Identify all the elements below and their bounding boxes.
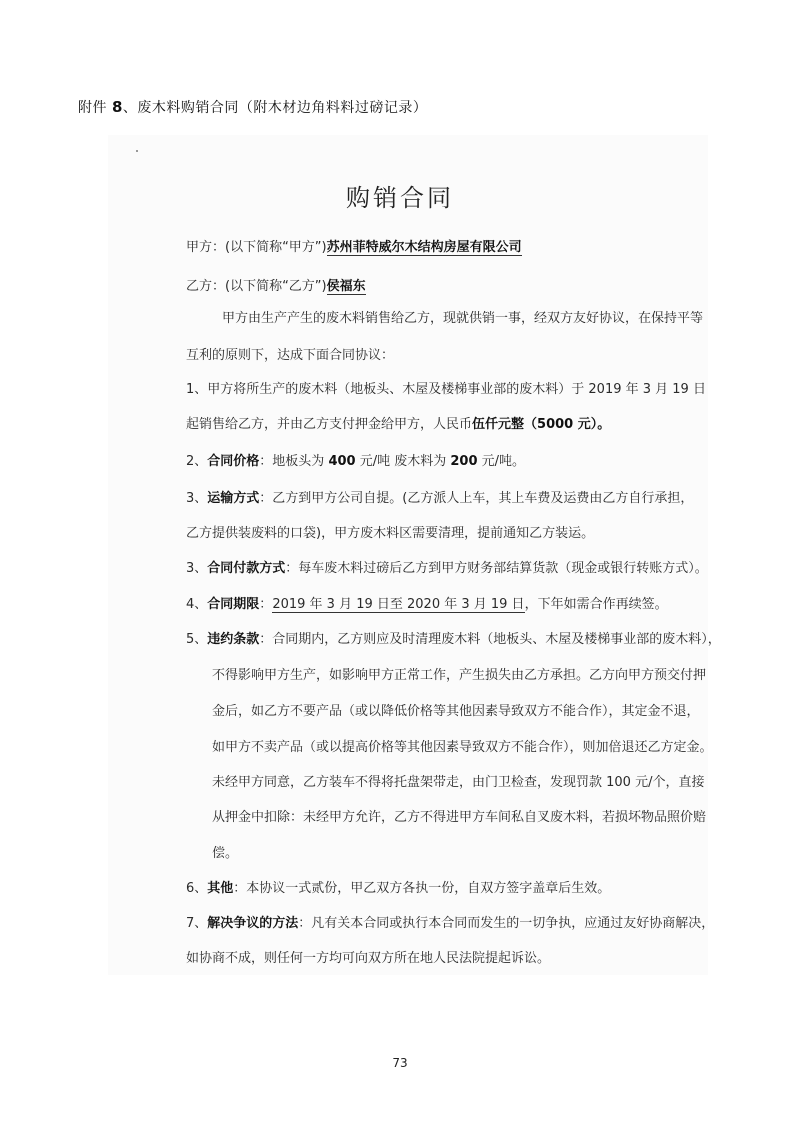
clause-2-text-b: 元/吨 废木料为 [355,454,451,469]
clause-8-label: 解决争议的方法 [207,916,299,931]
clause-6-number: 5、 [186,632,208,647]
clause-7-text: ：本协议一式贰份，甲乙双方各执一份，自双方签字盖章后生效。 [233,881,611,896]
clause-6-text: ：合同期内，乙方则应及时清理废木料（地板头、木屋及楼梯事业部的废木料）， [259,632,721,647]
clause-4-label: 合同付款方式 [207,561,286,576]
contract-period: 2019 年 3 月 19 日至 2020 年 3 月 19 日 [272,597,525,612]
clause-1-text: 起销售给乙方，并由乙方支付押金给甲方，人民币 [186,417,473,432]
clause-6-line-2: 不得影响甲方生产，如影响甲方正常工作，产生损失由乙方承担。乙方向甲方预交付押 [212,668,707,683]
clause-6-line-5: 未经甲方同意，乙方装车不得将托盘架带走，由门卫检查，发现罚款 100 元/个，直接 [212,775,705,790]
page-number: 73 [392,1056,408,1070]
deposit-amount-words: 伍仟元整 [472,417,525,432]
clause-2-text-a: ：地板头为 [259,454,329,469]
clause-7-label: 其他 [207,881,234,896]
clause-8-line-1 [186,912,714,931]
clause-4-number: 3、 [186,561,208,576]
clause-7-number: 6、 [186,881,208,896]
clause-5-label: 合同期限 [207,597,260,612]
clause-6-label: 违约条款 [207,632,260,647]
clause-1-line-2 [186,413,610,432]
clause-3-text: ：乙方到甲方公司自提。(乙方派人上车，其上车费及运费由乙方自行承担， [259,491,694,506]
clause-3-label: 运输方式 [207,491,260,506]
deposit-amount-number: （5000 元）。 [524,417,611,432]
scan-speck [136,150,138,152]
attachment-heading [78,97,427,117]
price-waste-wood: 200 [450,454,478,469]
clause-6-line-3: 金后，如乙方不要产品（或以降低价格等其他因素导致双方不能合作），其定金不退， [212,704,700,719]
party-b-line [186,275,366,294]
clause-8-line-2: 如协商不成，则任何一方均可向双方所在地人民法院提起诉讼。 [186,951,551,966]
intro-line-1: 甲方由生产产生的废木料销售给乙方，现就供销一事，经双方友好协议，在保持平等 [222,311,704,326]
scanned-contract-area [108,135,708,975]
attachment-prefix: 附件 [78,100,107,116]
clause-4-text: ：每车废木料过磅后乙方到甲方财务部结算货款（现金或银行转账方式）。 [285,561,708,576]
party-b-name: 侯福东 [326,279,366,294]
clause-2-text-c: 元/吨。 [477,454,526,469]
clause-3-line-1 [186,487,693,506]
clause-6-line-4: 如甲方不卖产品（或以提高价格等其他因素导致双方不能合作），则加倍退还乙方定金。 [212,740,713,755]
clause-6-line-7: 偿。 [212,846,239,861]
party-a-label: 甲方：(以下简称“甲方”) [186,240,327,255]
clause-2 [186,450,525,469]
attachment-title: 、废木料购销合同（附木材边角料料过磅记录） [122,100,428,116]
party-b-label: 乙方：(以下简称“乙方”) [186,279,327,294]
clause-6-line-6: 从押金中扣除：未经甲方允许，乙方不得进甲方车间私自叉废木料，若损坏物品照价赔 [212,810,707,825]
clause-8-number: 7、 [186,916,208,931]
clause-5-number: 4、 [186,597,208,612]
clause-1-line-1: 1、甲方将所生产的废木料（地板头、木屋及楼梯事业部的废木料）于 2019 年 3 月 19 日 [186,382,706,397]
clause-3-number: 3、 [186,491,208,506]
clause-6-line-1 [186,628,721,647]
price-floorboard: 400 [328,454,356,469]
party-a-line [186,236,522,255]
contract-title: 购销合同 [346,184,454,212]
intro-line-2: 互利的原则下，达成下面合同协议： [186,348,395,363]
clause-7 [186,877,610,896]
clause-2-label: 合同价格 [207,454,260,469]
clause-8-text: ：凡有关本合同或执行本合同而发生的一切争执，应通过友好协商解决， [298,916,715,931]
clause-2-number: 2、 [186,454,208,469]
attachment-number: 8 [111,98,123,116]
clause-3-line-2: 乙方提供装废料的口袋)，甲方废木料区需要清理，提前通知乙方装运。 [186,526,595,541]
clause-5-text-a: ： [259,597,273,612]
party-a-name: 苏州菲特威尔木结构房屋有限公司 [326,240,522,255]
clause-5-text-b: ，下年如需合作再续签。 [524,597,668,612]
clause-4 [186,557,708,576]
clause-5 [186,593,668,612]
